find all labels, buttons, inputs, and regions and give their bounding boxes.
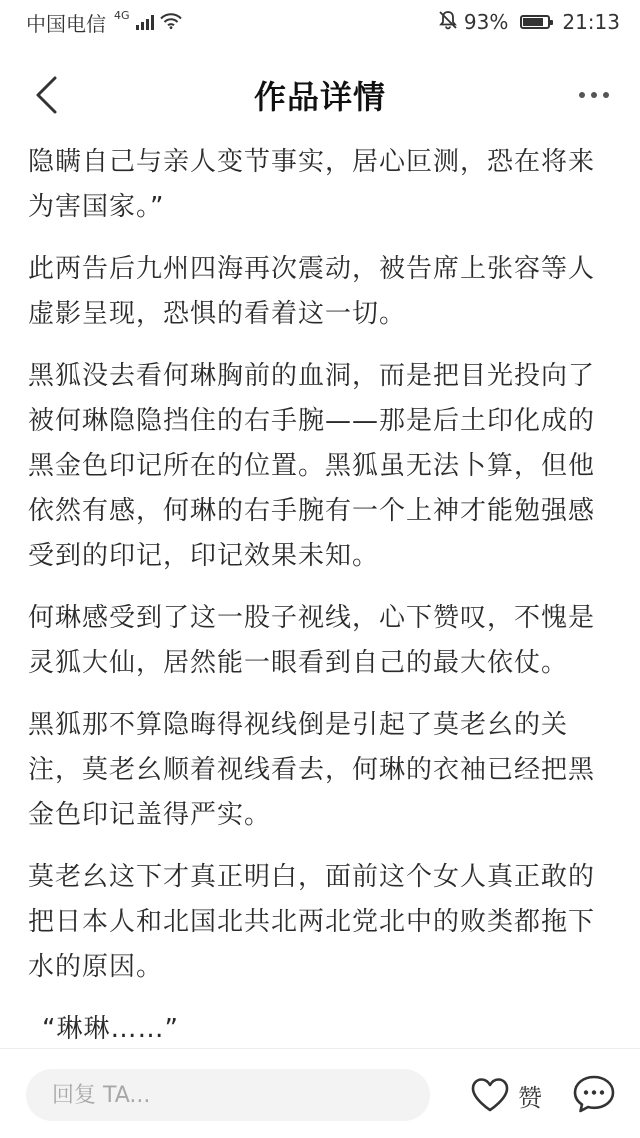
page-title: 作品详情 [253,78,386,116]
heart-outline-icon [470,1077,510,1113]
header [0,50,640,140]
like-button[interactable] [470,1071,542,1119]
status-right [438,10,620,35]
article-body [0,140,640,1045]
signal-icon [136,14,154,30]
paragraph: 何琳感受到了这一股子视线，心下赞叹，不愧是灵狐大仙，居然能一眼看到自己的最大依仗。 [28,603,596,678]
paragraph: “琳琳……” [42,1014,179,1044]
comment-bubble-icon [572,1074,616,1114]
clock-time: 21:13 [562,10,620,34]
network-type: 4G [114,8,130,22]
comment-button[interactable] [570,1069,618,1119]
bottom-bar [0,1048,640,1138]
paragraph: 莫老幺这下才真正明白，面前这个女人真正敢的把日本人和北国北共北两北党北中的败类都拖下水的原因。 [28,862,596,982]
more-button[interactable] [572,78,616,112]
status-bar [0,0,640,44]
battery-percent: 93% [463,10,509,34]
paragraph: 隐瞒自己与亲人变节事实，居心叵测，恐在将来为害国家。” [28,147,596,222]
reply-input[interactable] [26,1069,430,1121]
status-left [26,8,182,37]
paragraph: 此两告后九州四海再次震动，被告席上张容等人虚影呈现，恐惧的看着这一切。 [28,254,596,329]
chevron-left-icon [33,75,59,115]
battery-fill [523,18,543,26]
mute-bell-icon [438,10,458,35]
wifi-icon [160,10,182,34]
battery-icon [520,15,550,29]
more-dots-icon [579,92,585,98]
paragraph: 黑狐没去看何琳胸前的血洞，而是把目光投向了被何琳隐隐挡住的右手腕——那是后土印化成的黑金色印记所在的位置。黑狐虽无法卜算，但他依然有感，何琳的右手腕有一个上神才能勉强感受到的印记，印记效果未知。 [28,361,596,571]
paragraph: 黑狐那不算隐晦得视线倒是引起了莫老幺的关注，莫老幺顺着视线看去，何琳的衣袖已经把黑金色印记盖得严实。 [28,710,596,830]
like-label: 赞 [518,1083,542,1112]
back-button[interactable] [26,72,66,118]
carrier-name: 中国电信 [26,11,106,36]
